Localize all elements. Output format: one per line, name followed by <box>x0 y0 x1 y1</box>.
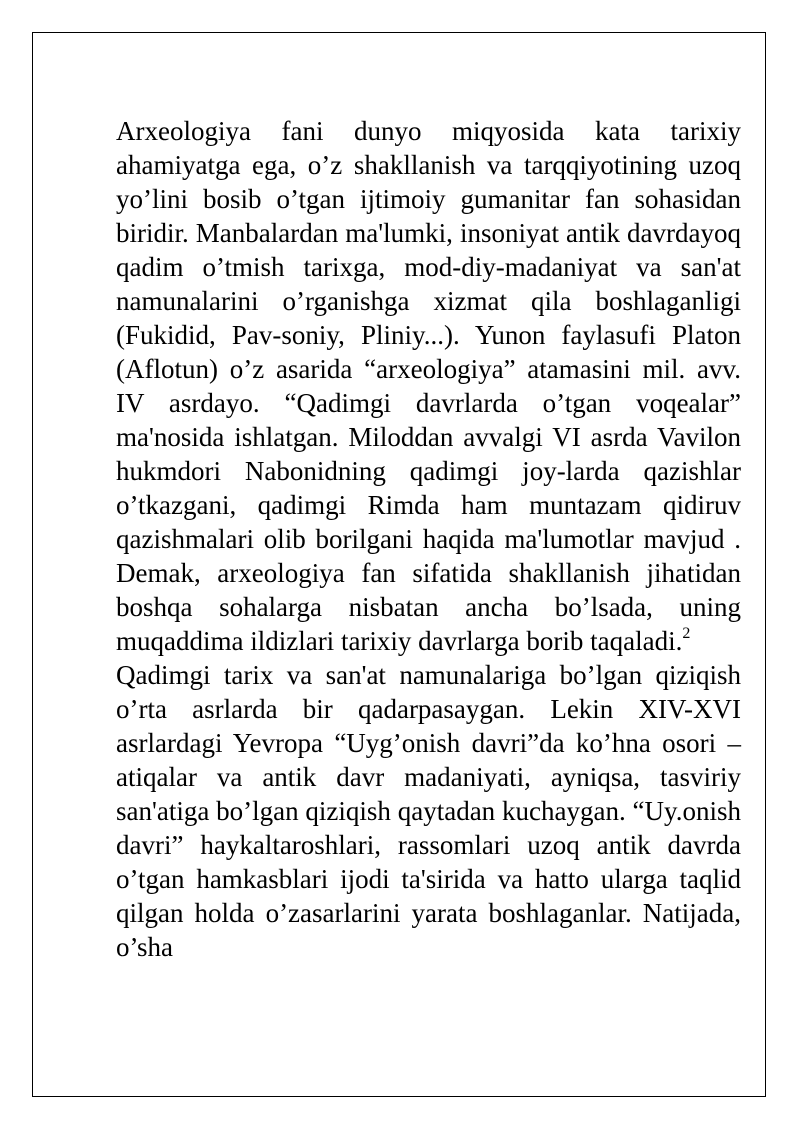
paragraph-2 <box>116 658 741 964</box>
paragraph-1 <box>116 114 741 658</box>
footnote-marker[interactable]: 2 <box>682 625 691 642</box>
paragraph-1-text: Arxeologiya fani dunyo miqyosida kata tarixiy ahamiyatga ega, o’z shakllanish va tarqqiyotining uzoq yo’lini bosib o’tgan ijtimoiy gumanitar fan sohasidan biridir. Manbalardan ma'lumki, insoniyat antik davrdayoq qadim o’tmish tarixga, mod-diy-madaniyat va san'at namunalarini o’rganishga xizmat qila boshlaganligi (Fukidid, Pav-soniy, Pliniy...). Yunon faylasufi Platon (Aflotun) o’z asarida “arxeologiya” atamasini mil. avv. IV asrdayo. “Qadimgi davrlarda o’tgan voqealar” ma'nosida ishlatgan. Miloddan avvalgi VI asrda Vavilon hukmdori Nabonidning qadimgi joy-larda qazishlar o’tkazgani, qadimgi Rimda ham muntazam qidiruv qazishmalari olib borilgani haqida ma'lumotlar mavjud . Demak, arxeologiya fan sifatida shakllanish jihatidan boshqa sohalarga nisbatan ancha bo’lsada, uning muqaddima ildizlari tarixiy davrlarga borib taqaladi. <box>116 116 741 656</box>
document-page <box>32 32 766 1097</box>
document-body <box>116 114 741 964</box>
paragraph-2-text: Qadimgi tarix va san'at namunalariga bo’lgan qiziqish o’rta asrlarda bir qadarpasaygan. Lekin XIV-XVI asrlardagi Yevropa “Uyg’onish davri”da ko’hna osori –atiqalar va antik davr madaniyati, ayniqsa, tasviriy san'atiga bo’lgan qiziqish qaytadan kuchaygan. “Uy.onish davri” haykaltaroshlari, rassomlari uzoq antik davrda o’tgan hamkasblari ijodi ta'sirida va hatto ularga taqlid qilgan holda o’zasarlarini yarata boshlaganlar. Natijada, o’sha <box>116 660 741 962</box>
